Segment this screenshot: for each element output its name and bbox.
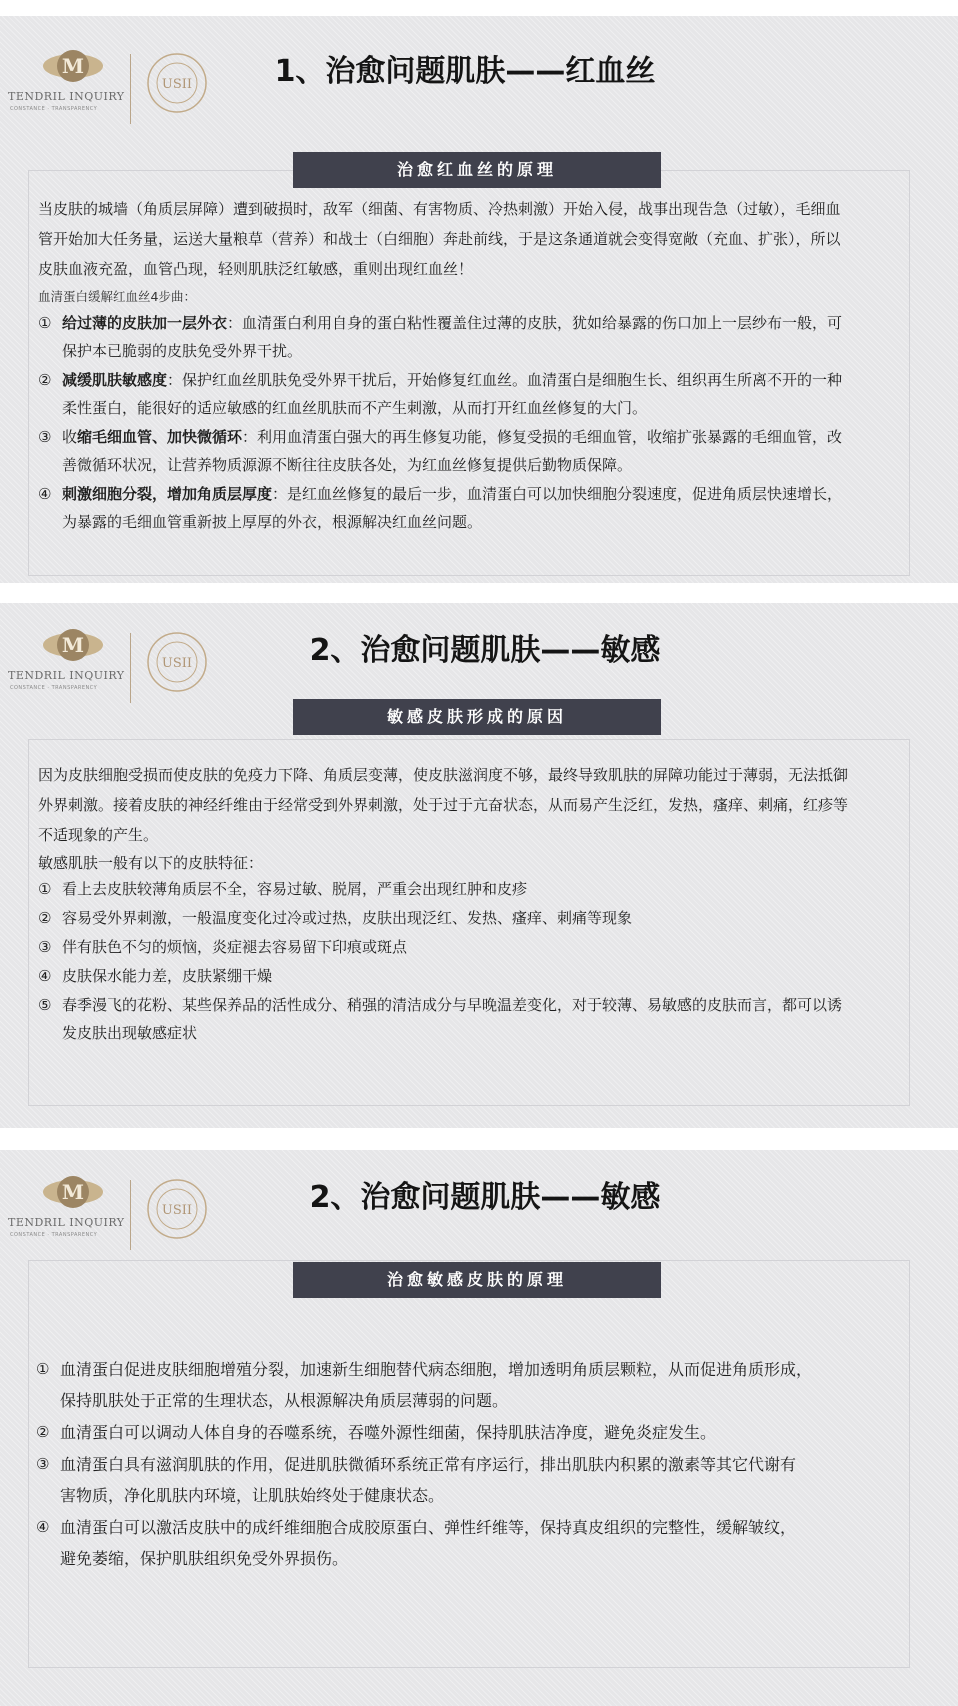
item-number: ③: [38, 938, 52, 956]
brand-name: TENDRIL INQUIRY: [8, 669, 125, 682]
intro-line: 不适现象的产生。: [38, 826, 159, 844]
list-item: [38, 933, 908, 961]
item-bold: 给过薄的皮肤加一层外衣: [62, 314, 228, 332]
section-header: [0, 1150, 958, 1260]
brand-logo-icon: [40, 1172, 106, 1212]
brand-logo-icon: [40, 625, 106, 665]
item-number: ⑤: [38, 996, 52, 1014]
item-number: ①: [38, 314, 52, 332]
seal-icon: [146, 1178, 208, 1240]
seal-text: USII: [161, 1203, 193, 1218]
section-banner: 治愈红血丝的原理: [293, 152, 661, 188]
subheading: 血清蛋白缓解红血丝4步曲：: [38, 289, 196, 304]
brand-logo-icon: [40, 46, 106, 86]
item-line: 皮肤保水能力差，皮肤紧绷干燥: [62, 967, 273, 985]
item-number: ④: [36, 1518, 50, 1536]
list-item: [36, 1512, 916, 1574]
item-prefix: 收: [62, 428, 78, 446]
list-item: [36, 1354, 916, 1416]
seal-icon: [146, 52, 208, 114]
seal-text: USII: [161, 656, 193, 671]
seal-text: USII: [161, 77, 193, 92]
item-number: ④: [38, 485, 52, 503]
section-gap: [0, 583, 958, 603]
subheading: 敏感肌肤一般有以下的皮肤特征：: [38, 854, 264, 872]
item-number: ③: [36, 1455, 50, 1473]
item-line: 看上去皮肤较薄角质层不全，容易过敏、脱屑，严重会出现红肿和皮疹: [62, 880, 528, 898]
item-line: 保护本已脆弱的皮肤免受外界干扰。: [62, 342, 303, 360]
brand-tagline: CONSTANCE · TRANSPARENCY: [10, 1232, 98, 1238]
item-number: ③: [38, 428, 52, 446]
svg-text:M: M: [61, 1180, 85, 1204]
item-line: ：是红血丝修复的最后一步，血清蛋白可以加快细胞分裂速度，促进角质层快速增长，: [272, 485, 843, 503]
item-number: ④: [38, 967, 52, 985]
intro-line: 当皮肤的城墙（角质层屏障）遭到破损时，敌军（细菌、有害物质、冷热刺激）开始入侵，战事出现告急（过敏），毛细血: [38, 200, 841, 218]
item-bold: 刺激细胞分裂，增加角质层厚度: [62, 485, 273, 503]
item-line: 避免萎缩，保护肌肤组织免受外界损伤。: [60, 1549, 349, 1568]
list-item: [38, 366, 908, 422]
page-title: 2、治愈问题肌肤——敏感: [309, 633, 661, 668]
item-number: ②: [36, 1423, 50, 1441]
svg-text:M: M: [61, 633, 85, 657]
seal-icon: [146, 631, 208, 693]
item-line: 柔性蛋白，能很好的适应敏感的红血丝肌肤而不产生刺激，从而打开红血丝修复的大门。: [62, 399, 648, 417]
item-bold: 减缓肌肤敏感度: [62, 371, 168, 389]
brand-name: TENDRIL INQUIRY: [8, 90, 125, 103]
item-line: 善微循环状况，让营养物质源源不断往往皮肤各处，为红血丝修复提供后勤物质保障。: [62, 456, 633, 474]
item-number: ②: [38, 371, 52, 389]
brand-tagline: CONSTANCE · TRANSPARENCY: [10, 106, 98, 112]
section-sensitive-causes: [0, 603, 958, 1128]
top-gap: [0, 0, 958, 16]
section-banner: 治愈敏感皮肤的原理: [293, 1262, 661, 1298]
intro-line: 管开始加大任务量，运送大量粮草（营养）和战士（白细胞）奔赴前线，于是这条通道就会变得宽敞（充血、扩张），所以: [38, 230, 841, 248]
logo-divider: [130, 54, 131, 124]
item-line: 血清蛋白促进皮肤细胞增殖分裂，加速新生细胞替代病态细胞，增加透明角质层颗粒，从而促进角质形成，: [60, 1360, 813, 1379]
list-item: [38, 423, 908, 479]
item-line: ：血清蛋白利用自身的蛋白粘性覆盖住过薄的皮肤，犹如给暴露的伤口加上一层纱布一般，可: [227, 314, 843, 332]
section-red-veins: [0, 24, 958, 583]
logo-divider: [130, 633, 131, 703]
intro-line: 皮肤血液充盈，血管凸现，轻则肌肤泛红敏感，重则出现红血丝！: [38, 260, 474, 278]
item-line: 血清蛋白具有滋润肌肤的作用，促进肌肤微循环系统正常有序运行，排出肌肤内积累的激素等其它代谢有: [60, 1455, 797, 1474]
intro-paragraph: [38, 194, 918, 284]
list-item: [38, 962, 908, 990]
item-line: ：保护红血丝肌肤免受外界干扰后，开始修复红血丝。血清蛋白是细胞生长、组织再生所离不开的一种: [167, 371, 843, 389]
item-line: 为暴露的毛细血管重新披上厚厚的外衣，根源解决红血丝问题。: [62, 513, 483, 531]
section-gap: [0, 1128, 958, 1150]
list-item: [38, 875, 908, 903]
item-line: 害物质，净化肌肤内环境，让肌肤始终处于健康状态。: [60, 1486, 445, 1505]
item-line: 容易受外界刺激，一般温度变化过冷或过热，皮肤出现泛红、发热、瘙痒、刺痛等现象: [62, 909, 633, 927]
item-line: 发皮肤出现敏感症状: [62, 1024, 198, 1042]
section-sensitive-cure: [0, 1150, 958, 1706]
item-line: 保持肌肤处于正常的生理状态，从根源解决角质层薄弱的问题。: [60, 1391, 509, 1410]
brand-name: TENDRIL INQUIRY: [8, 1216, 125, 1229]
section-header: [0, 24, 958, 134]
page-title: 2、治愈问题肌肤——敏感: [309, 1180, 661, 1215]
svg-text:M: M: [61, 54, 85, 78]
section-banner: 敏感皮肤形成的原因: [293, 699, 661, 735]
intro-line: 外界刺激。接着皮肤的神经纤维由于经常受到外界刺激，处于过于亢奋状态，从而易产生泛红，发热，瘙痒、刺痛，红疹等: [38, 796, 849, 814]
list-item: [38, 309, 908, 365]
logo-divider: [130, 1180, 131, 1250]
list-item: [36, 1449, 916, 1511]
list-item: [38, 904, 908, 932]
list-item: [38, 991, 908, 1047]
intro-paragraph: [38, 760, 918, 850]
item-number: ①: [38, 880, 52, 898]
intro-line: 因为皮肤细胞受损而使皮肤的免疫力下降、角质层变薄，使皮肤滋润度不够，最终导致肌肤的屏障功能过于薄弱，无法抵御: [38, 766, 849, 784]
list-item: [36, 1417, 916, 1448]
section-header: [0, 603, 958, 713]
item-line: 春季漫飞的花粉、某些保养品的活性成分、稍强的清洁成分与早晚温差变化，对于较薄、易敏感的皮肤而言，都可以诱: [62, 996, 843, 1014]
item-number: ②: [38, 909, 52, 927]
item-line: ：利用血清蛋白强大的再生修复功能，修复受损的毛细血管，收缩扩张暴露的毛细血管，改: [242, 428, 843, 446]
item-line: 伴有肤色不匀的烦恼，炎症褪去容易留下印痕或斑点: [62, 938, 408, 956]
page-title: 1、治愈问题肌肤——红血丝: [274, 54, 656, 89]
item-line: 血清蛋白可以激活皮肤中的成纤维细胞合成胶原蛋白、弹性纤维等，保持真皮组织的完整性，缓解皱纹，: [60, 1518, 797, 1537]
brand-tagline: CONSTANCE · TRANSPARENCY: [10, 685, 98, 691]
item-line: 血清蛋白可以调动人体自身的吞噬系统，吞噬外源性细菌，保持肌肤洁净度，避免炎症发生。: [60, 1423, 717, 1442]
list-item: [38, 480, 908, 536]
item-number: ①: [36, 1360, 50, 1378]
item-bold: 缩毛细血管、加快微循环: [77, 428, 243, 446]
